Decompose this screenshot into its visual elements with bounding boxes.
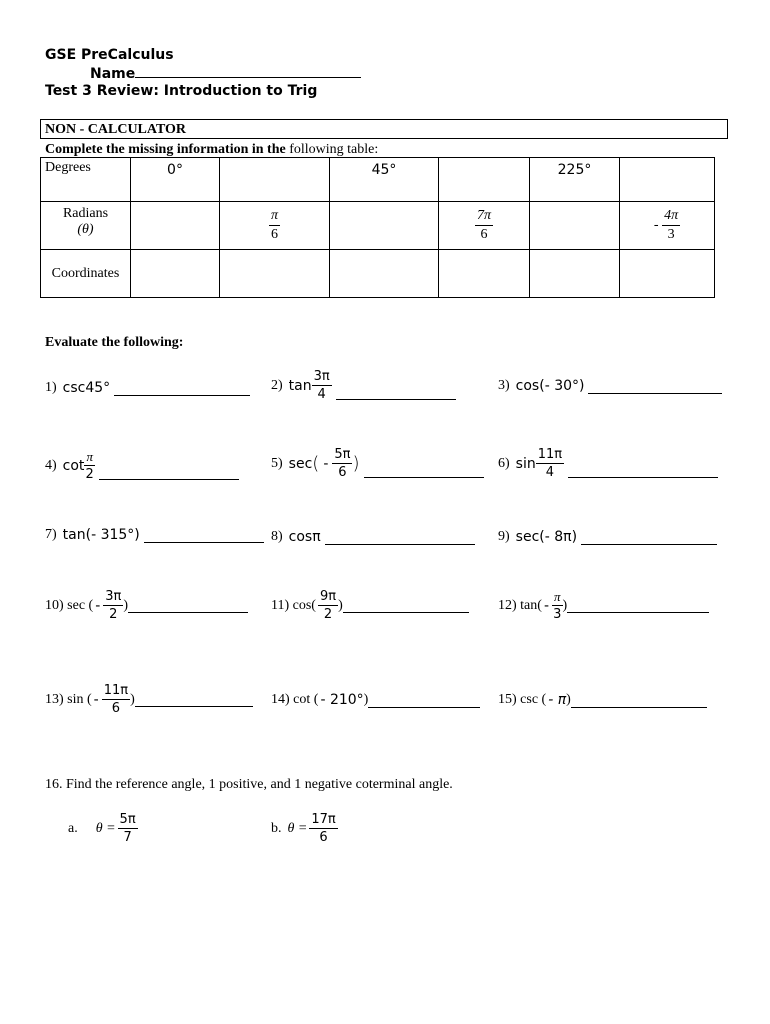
question-expression: - π	[548, 692, 567, 708]
question-3	[498, 378, 722, 394]
radians-label: Radians	[62, 206, 109, 221]
fraction-numerator: 3π	[313, 369, 330, 384]
radians-cell[interactable]	[439, 202, 530, 250]
question-number: 2)	[271, 377, 283, 393]
question-16b	[271, 813, 338, 844]
angle-fraction	[552, 590, 563, 621]
radian-fraction	[662, 209, 680, 242]
degrees-value: 0°	[167, 162, 183, 178]
fraction-denominator: 4	[317, 387, 326, 402]
fraction-numerator: π	[86, 449, 93, 464]
close-paren: )	[338, 597, 343, 613]
angle-fraction	[118, 813, 138, 844]
answer-blank[interactable]	[343, 598, 469, 613]
fraction-denominator: 6	[111, 701, 121, 716]
fraction-denominator: 3	[553, 607, 562, 622]
angle-expression	[118, 813, 138, 844]
question-11	[271, 590, 469, 621]
question-expression: - 210°	[320, 692, 364, 708]
name-field[interactable]	[90, 65, 361, 82]
radians-cell[interactable]	[620, 202, 715, 250]
question-16-text: 16. Find the reference angle, 1 positive, and 1 negative coterminal angle.	[45, 777, 453, 792]
answer-blank[interactable]	[588, 379, 722, 394]
right-bracket: )	[352, 453, 360, 474]
evaluate-heading: Evaluate the following:	[45, 335, 184, 350]
close-paren: )	[130, 691, 135, 707]
conversion-table	[40, 157, 715, 298]
coordinates-cell[interactable]	[220, 250, 330, 298]
question-13	[45, 684, 253, 715]
angle-fraction	[312, 370, 332, 401]
question-expression: csc45°	[62, 380, 111, 396]
fraction-denominator: 2	[85, 467, 94, 482]
fraction-denominator: 4	[545, 465, 555, 480]
answer-blank[interactable]	[336, 385, 456, 400]
instruction-rest: following table:	[285, 142, 379, 157]
question-expression: cos(- 30°)	[515, 378, 585, 394]
radians-cell[interactable]	[530, 202, 620, 250]
fraction-denominator: 6	[270, 227, 278, 242]
fraction-denominator: 2	[323, 607, 333, 622]
angle-fraction	[318, 590, 338, 621]
question-16a	[68, 813, 138, 844]
question-expression	[318, 590, 338, 621]
fraction-numerator: π	[554, 589, 561, 604]
answer-blank[interactable]	[364, 463, 484, 478]
question-2	[271, 370, 456, 401]
question-12	[498, 590, 709, 621]
name-label: Name	[90, 66, 136, 82]
question-number: 7)	[45, 527, 57, 542]
question-number: 13) sin (	[45, 691, 92, 707]
fraction-denominator: 3	[667, 227, 675, 242]
question-6	[498, 448, 718, 479]
question-5	[271, 448, 484, 479]
page-title: Test 3 Review: Introduction to Trig	[45, 83, 318, 99]
radians-row	[41, 202, 715, 250]
question-10	[45, 590, 248, 621]
question-15	[498, 692, 707, 708]
trig-function: sec	[288, 455, 313, 472]
coordinates-label: Coordinates	[41, 250, 131, 298]
minus-sign: -	[323, 455, 329, 472]
fraction-numerator: 5π	[119, 812, 136, 827]
radians-cell[interactable]	[330, 202, 439, 250]
coordinates-cell[interactable]	[439, 250, 530, 298]
course-title: GSE PreCalculus	[45, 47, 174, 63]
coordinates-cell[interactable]	[330, 250, 439, 298]
coordinates-row	[41, 250, 715, 298]
degrees-value: 45°	[371, 162, 397, 178]
answer-blank[interactable]	[128, 598, 248, 613]
fraction-denominator: 6	[338, 465, 347, 480]
left-bracket: (	[312, 453, 320, 474]
radians-label-cell	[41, 202, 131, 250]
question-expression: sec(- 8π)	[515, 529, 578, 545]
question-number: 5)	[271, 455, 283, 471]
trig-function: cot	[62, 457, 85, 474]
section-label: NON - CALCULATOR	[40, 119, 728, 139]
fraction-numerator: 4π	[662, 209, 680, 226]
question-expression	[544, 590, 563, 621]
question-expression	[289, 370, 332, 401]
fraction-denominator: 7	[123, 830, 132, 845]
angle-expression	[309, 813, 337, 844]
degrees-row	[41, 158, 715, 202]
answer-blank[interactable]	[571, 693, 707, 708]
answer-blank[interactable]	[114, 381, 250, 396]
fraction-numerator: 3π	[105, 589, 122, 604]
degrees-cell[interactable]	[620, 158, 715, 202]
trig-function: sin	[515, 455, 536, 472]
question-number: 15) csc (	[498, 692, 547, 707]
question-expression	[95, 590, 123, 621]
question-expression: tan(- 315°)	[62, 527, 140, 543]
part-label: b.	[271, 820, 282, 836]
fraction-numerator: 9π	[319, 589, 337, 604]
fraction-numerator: 11π	[103, 683, 129, 698]
close-paren: )	[566, 692, 571, 707]
degrees-cell[interactable]	[439, 158, 530, 202]
close-paren: )	[363, 692, 369, 707]
part-label: a.	[68, 820, 78, 836]
name-line[interactable]	[135, 65, 361, 78]
degrees-cell[interactable]	[131, 158, 220, 202]
close-paren: )	[123, 597, 129, 613]
question-4	[45, 450, 239, 481]
theta-equals: θ =	[95, 820, 116, 836]
question-8	[271, 529, 475, 545]
question-expression	[63, 450, 95, 481]
question-1	[45, 380, 250, 396]
fraction-denominator: 2	[109, 607, 118, 622]
question-number: 6)	[498, 455, 510, 471]
fraction-numerator: 5π	[334, 447, 351, 462]
question-number: 10) sec (	[45, 597, 94, 613]
question-number: 11) cos(	[271, 597, 316, 613]
coordinates-cell[interactable]	[530, 250, 620, 298]
question-number: 14) cot (	[271, 692, 319, 707]
answer-blank[interactable]	[135, 692, 253, 707]
angle-fraction	[102, 684, 130, 715]
degrees-cell[interactable]	[330, 158, 439, 202]
fraction-denominator: 6	[480, 227, 488, 242]
close-paren: )	[562, 597, 568, 613]
fraction-numerator: 17π	[311, 812, 336, 827]
fraction-numerator: 7π	[475, 209, 493, 226]
degrees-label: Degrees	[45, 160, 91, 175]
minus-sign: -	[543, 597, 549, 614]
coordinates-cell[interactable]	[131, 250, 220, 298]
radian-fraction	[475, 209, 493, 242]
fraction-numerator: π	[269, 209, 280, 226]
answer-blank[interactable]	[144, 528, 264, 543]
minus-sign: -	[93, 691, 99, 708]
angle-fraction	[309, 813, 337, 844]
fraction-denominator: 6	[319, 830, 328, 845]
question-number: 9)	[498, 529, 510, 544]
radian-fraction	[269, 209, 280, 242]
minus-sign: -	[95, 597, 101, 614]
radians-cell[interactable]	[220, 202, 330, 250]
question-expression: cosπ	[288, 529, 321, 545]
question-14	[271, 692, 480, 708]
theta-label: (θ)	[77, 222, 94, 237]
angle-fraction	[84, 450, 95, 481]
degrees-label-cell	[41, 158, 131, 202]
degrees-cell[interactable]	[220, 158, 330, 202]
theta-equals: θ =	[287, 820, 308, 836]
degrees-value: 225°	[557, 162, 592, 178]
answer-blank[interactable]	[568, 463, 718, 478]
angle-fraction	[536, 448, 564, 479]
degrees-cell[interactable]	[530, 158, 620, 202]
answer-blank[interactable]	[99, 465, 239, 480]
minus-sign: -	[653, 217, 659, 233]
question-expression	[289, 448, 360, 479]
radians-cell[interactable]	[131, 202, 220, 250]
question-number: 8)	[271, 529, 283, 544]
angle-fraction	[332, 448, 352, 479]
trig-function: tan	[288, 377, 312, 394]
question-expression	[516, 448, 564, 479]
angle-fraction	[103, 590, 123, 621]
coordinates-cell[interactable]	[620, 250, 715, 298]
instruction-bold: Complete the missing information in the	[45, 142, 286, 157]
question-7	[45, 527, 264, 543]
answer-blank[interactable]	[581, 530, 717, 545]
question-number: 4)	[45, 457, 57, 473]
fraction-numerator: 11π	[537, 447, 563, 462]
answer-blank[interactable]	[567, 598, 709, 613]
question-number: 1)	[45, 380, 57, 395]
question-expression	[94, 684, 130, 715]
answer-blank[interactable]	[325, 530, 475, 545]
question-number: 3)	[498, 378, 510, 393]
answer-blank[interactable]	[368, 693, 480, 708]
question-number: 12) tan(	[498, 597, 542, 613]
table-instruction	[45, 142, 378, 158]
question-9	[498, 529, 717, 545]
